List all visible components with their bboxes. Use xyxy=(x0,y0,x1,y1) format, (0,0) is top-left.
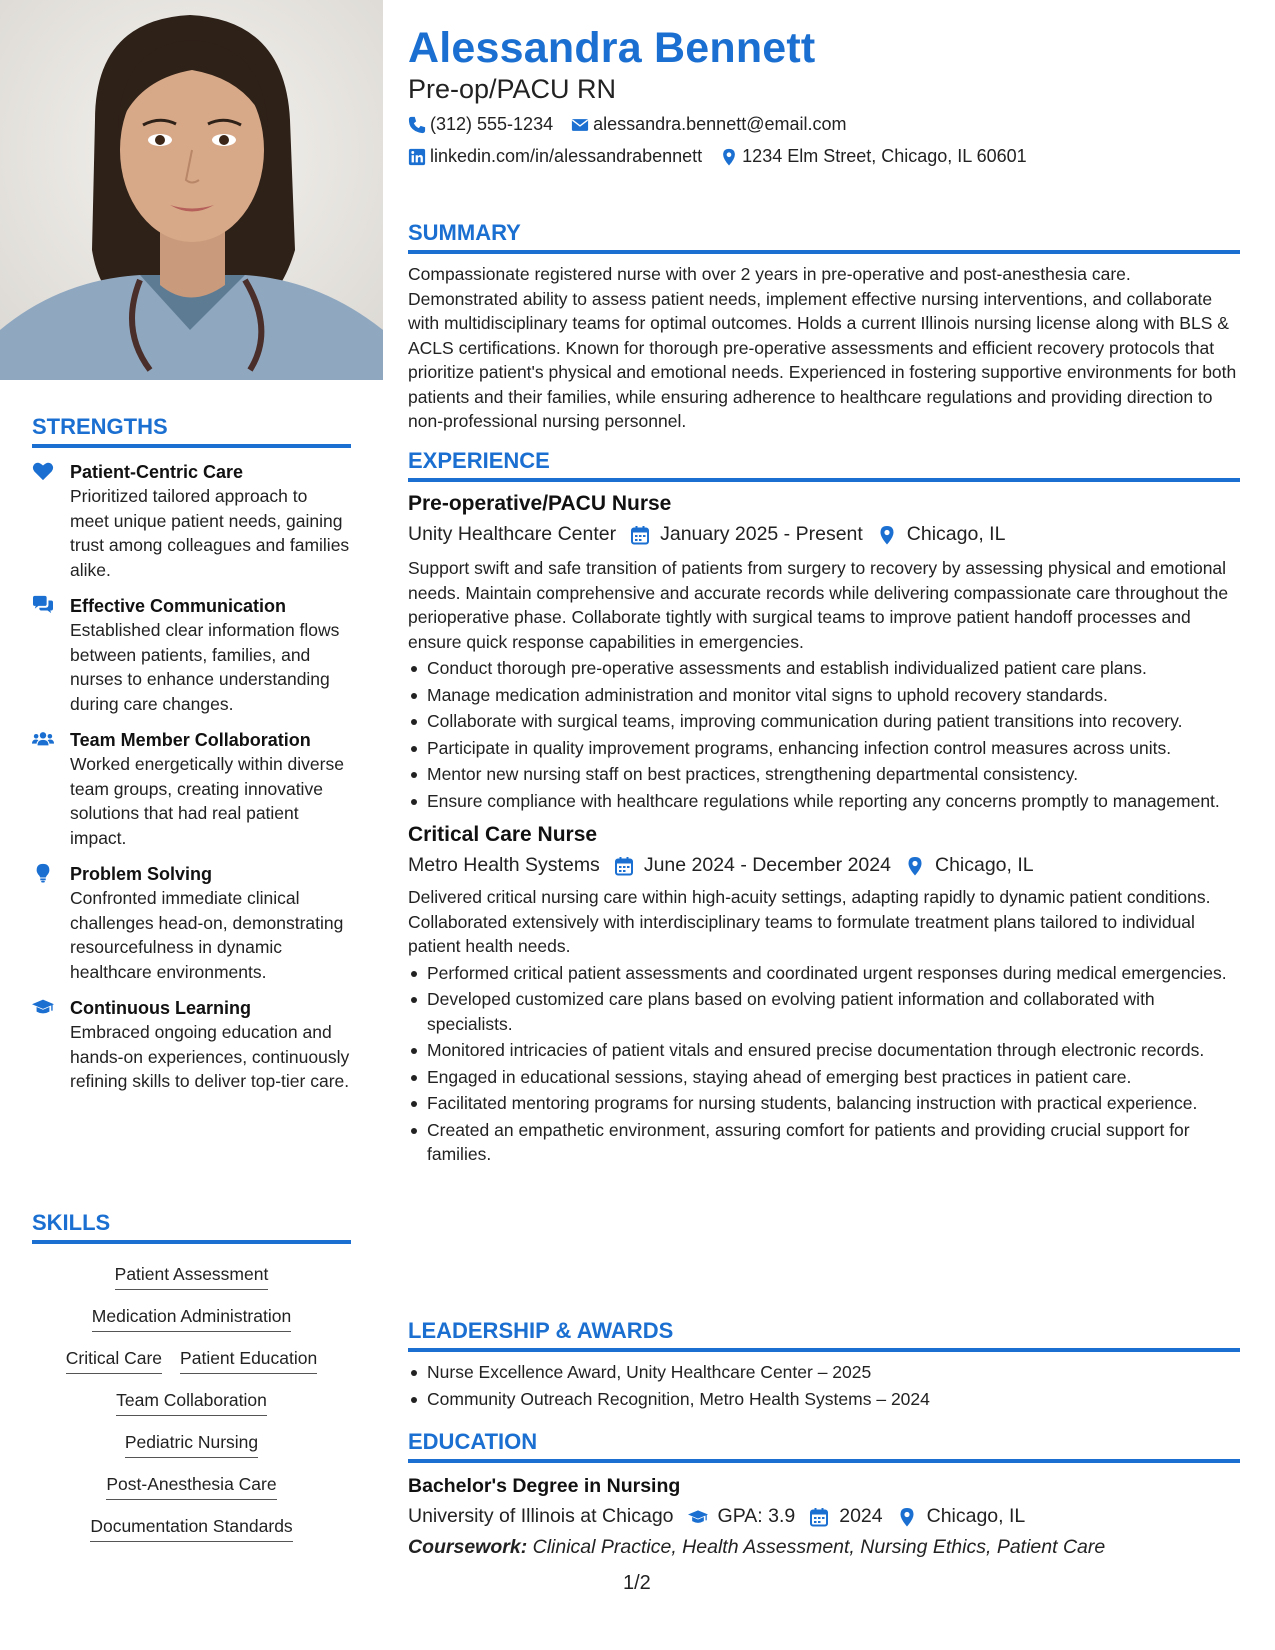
strength-title: Team Member Collaboration xyxy=(70,730,311,750)
address-text: 1234 Elm Street, Chicago, IL 60601 xyxy=(742,146,1027,166)
experience-title: EXPERIENCE xyxy=(408,448,1240,482)
linkedin-text[interactable]: linkedin.com/in/alessandrabennett xyxy=(430,146,703,166)
map-pin-icon xyxy=(897,1507,917,1527)
strength-item xyxy=(32,594,351,716)
skills-section xyxy=(32,1210,351,1548)
skills-title: SKILLS xyxy=(32,1210,351,1244)
calendar-icon xyxy=(614,856,634,876)
dates-text: June 2024 - December 2024 xyxy=(643,854,891,876)
job-bullets xyxy=(408,961,1240,1167)
location-text: Chicago, IL xyxy=(906,523,1006,545)
graduation-cap-icon xyxy=(688,1507,708,1527)
job-description: Delivered critical nursing care within high-acuity settings, adapting rapidly to dynamic patient conditions. Collaborated extensively with interdisciplinary teams to formulate treatment plans tailored to individual patient health needs. xyxy=(408,887,1211,956)
strength-desc: Worked energetically within diverse team groups, creating innovative solutions that had real patient impact. xyxy=(70,754,344,848)
job-bullets xyxy=(408,656,1240,813)
strength-title: Problem Solving xyxy=(70,864,213,884)
strength-title: Patient-Centric Care xyxy=(70,462,244,482)
job-entry xyxy=(408,823,1240,1167)
award-item: Community Outreach Recognition, Metro Health Systems – 2024 xyxy=(408,1387,1240,1412)
phone-contact xyxy=(408,114,553,135)
education-school xyxy=(408,1505,674,1528)
awards-list xyxy=(408,1360,1240,1411)
award-item: Nurse Excellence Award, Unity Healthcare Center – 2025 xyxy=(408,1360,1240,1385)
job-location xyxy=(877,523,1006,546)
skill-tag: Documentation Standards xyxy=(90,1511,292,1542)
heart-icon xyxy=(32,461,56,481)
job-bullet: Ensure compliance with healthcare regulations while reporting any concerns promptly to management. xyxy=(408,789,1240,814)
job-company xyxy=(408,523,616,546)
education-title: EDUCATION xyxy=(408,1429,1240,1463)
phone-icon xyxy=(408,116,426,134)
phone-text: (312) 555-1234 xyxy=(430,114,554,134)
address-contact xyxy=(720,146,1027,167)
lightbulb-icon xyxy=(32,863,56,883)
job-meta xyxy=(408,854,1240,877)
job-company xyxy=(408,854,600,877)
candidate-role: Pre-op/PACU RN xyxy=(408,74,617,104)
job-bullet: Mentor new nursing staff on best practices, strengthening departmental consistency. xyxy=(408,762,1240,787)
strength-item xyxy=(32,996,351,1094)
education-location xyxy=(897,1505,1026,1528)
job-bullet: Facilitated mentoring programs for nursing students, balancing instruction with practical experience. xyxy=(408,1091,1240,1116)
calendar-icon xyxy=(809,1507,829,1527)
linkedin-icon xyxy=(408,148,426,166)
strength-desc: Prioritized tailored approach to meet unique patient needs, gaining trust among colleagues and families alike. xyxy=(70,486,350,580)
strength-desc: Established clear information flows between patients, families, and nurses to enhance understanding during care changes. xyxy=(70,620,340,714)
skill-tag: Patient Assessment xyxy=(115,1259,269,1290)
job-description: Support swift and safe transition of patients from surgery to recovery by assessing physical and emotional needs. Maintain comprehensive and accurate records while delivering compassionate care throughout the perioperative phase. Collaborate tightly with surgical teams to improve patient handoff processes and ensure quick response capabilities in emergencies. xyxy=(408,558,1229,652)
graduation-cap-icon xyxy=(32,997,56,1017)
awards-title: LEADERSHIP & AWARDS xyxy=(408,1318,1240,1352)
skill-tag: Medication Administration xyxy=(92,1301,291,1332)
job-meta xyxy=(408,523,1240,546)
job-dates xyxy=(630,523,863,546)
summary-section xyxy=(408,220,1240,434)
left-column xyxy=(0,0,383,1650)
strengths-section xyxy=(32,414,351,1094)
contact-row xyxy=(408,114,865,135)
strength-desc: Confronted immediate clinical challenges head-on, demonstrating resourcefulness in dynamic healthcare environments. xyxy=(70,888,344,982)
candidate-name: Alessandra Bennett xyxy=(408,24,816,72)
skill-tag: Team Collaboration xyxy=(116,1385,267,1416)
job-entry xyxy=(408,492,1240,813)
job-bullet: Developed customized care plans based on evolving patient information and collaborated with specialists. xyxy=(408,987,1240,1036)
skill-list xyxy=(32,1254,351,1548)
location-text: Chicago, IL xyxy=(926,1505,1026,1527)
job-bullet: Performed critical patient assessments and coordinated urgent responses during medical emergencies. xyxy=(408,961,1240,986)
job-bullet: Engaged in educational sessions, staying ahead of emerging best practices in patient care. xyxy=(408,1065,1240,1090)
skill-tag: Patient Education xyxy=(180,1343,317,1374)
strength-desc: Embraced ongoing education and hands-on experiences, continuously refining skills to deliver top-tier care. xyxy=(70,1022,350,1091)
job-title: Critical Care Nurse xyxy=(408,823,598,846)
comments-icon xyxy=(32,595,56,615)
company-text: Metro Health Systems xyxy=(408,854,600,876)
degree-title: Bachelor's Degree in Nursing xyxy=(408,1475,681,1497)
summary-text: Compassionate registered nurse with over 2 years in pre-operative and post-anesthesia care. Demonstrated ability to assess patient needs, implement effective nursing interventions, and collaborate with multidisciplinary teams for optimal outcomes. Holds a current Illinois nursing license along with BLS & ACLS certifications. Known for thorough pre-operative assessments and efficient recovery protocols that prioritize patient's physical and emotional needs. Experienced in fostering supportive environments for both patients and their families, while ensuring adherence to healthcare regulations and providing direction to non-professional nursing personnel. xyxy=(408,264,1237,431)
envelope-icon xyxy=(571,116,589,134)
skill-tag: Critical Care xyxy=(66,1343,162,1374)
location-text: Chicago, IL xyxy=(934,854,1034,876)
job-location xyxy=(905,854,1034,877)
linkedin-contact[interactable] xyxy=(408,146,702,167)
calendar-icon xyxy=(630,525,650,545)
strengths-title: STRENGTHS xyxy=(32,414,351,448)
education-year xyxy=(809,1505,882,1528)
strength-title: Effective Communication xyxy=(70,596,287,616)
education-meta xyxy=(408,1505,1240,1528)
coursework-label: Coursework: xyxy=(408,1536,528,1558)
strength-item xyxy=(32,862,351,984)
job-bullet: Conduct thorough pre-operative assessments and establish individualized patient care plans. xyxy=(408,656,1240,681)
gpa-text: GPA: 3.9 xyxy=(717,1505,796,1527)
users-icon xyxy=(32,729,56,749)
page-indicator: 1/2 xyxy=(623,1572,651,1594)
year-text: 2024 xyxy=(839,1505,883,1527)
summary-title: SUMMARY xyxy=(408,220,1240,254)
map-pin-icon xyxy=(720,148,738,166)
education-section xyxy=(408,1429,1240,1559)
email-text[interactable]: alessandra.bennett@email.com xyxy=(593,114,847,134)
skill-tag: Pediatric Nursing xyxy=(125,1427,258,1458)
job-bullet: Created an empathetic environment, assuring comfort for patients and providing crucial support for families. xyxy=(408,1118,1240,1167)
strength-item xyxy=(32,728,351,850)
job-bullet: Participate in quality improvement programs, enhancing infection control measures across units. xyxy=(408,736,1240,761)
job-bullet: Collaborate with surgical teams, improving communication during patient transitions into recovery. xyxy=(408,709,1240,734)
school-text: University of Illinois at Chicago xyxy=(408,1505,674,1527)
job-title: Pre-operative/PACU Nurse xyxy=(408,492,672,515)
strength-title: Continuous Learning xyxy=(70,998,251,1018)
dates-text: January 2025 - Present xyxy=(660,523,863,545)
education-gpa xyxy=(688,1505,796,1528)
map-pin-icon xyxy=(877,525,897,545)
job-bullet: Manage medication administration and monitor vital signs to uphold recovery standards. xyxy=(408,683,1240,708)
job-bullet: Monitored intricacies of patient vitals and ensured precise documentation through electronic records. xyxy=(408,1038,1240,1063)
experience-section xyxy=(408,448,1240,1167)
awards-section xyxy=(408,1318,1240,1411)
coursework-text: Clinical Practice, Health Assessment, Nursing Ethics, Patient Care xyxy=(532,1536,1106,1558)
coursework xyxy=(408,1536,1240,1559)
strength-item xyxy=(32,460,351,582)
job-dates xyxy=(614,854,891,877)
contact-row xyxy=(408,146,1045,167)
email-contact[interactable] xyxy=(571,114,846,135)
company-text: Unity Healthcare Center xyxy=(408,523,617,545)
map-pin-icon xyxy=(905,856,925,876)
profile-photo xyxy=(0,0,383,380)
skill-tag: Post-Anesthesia Care xyxy=(106,1469,276,1500)
